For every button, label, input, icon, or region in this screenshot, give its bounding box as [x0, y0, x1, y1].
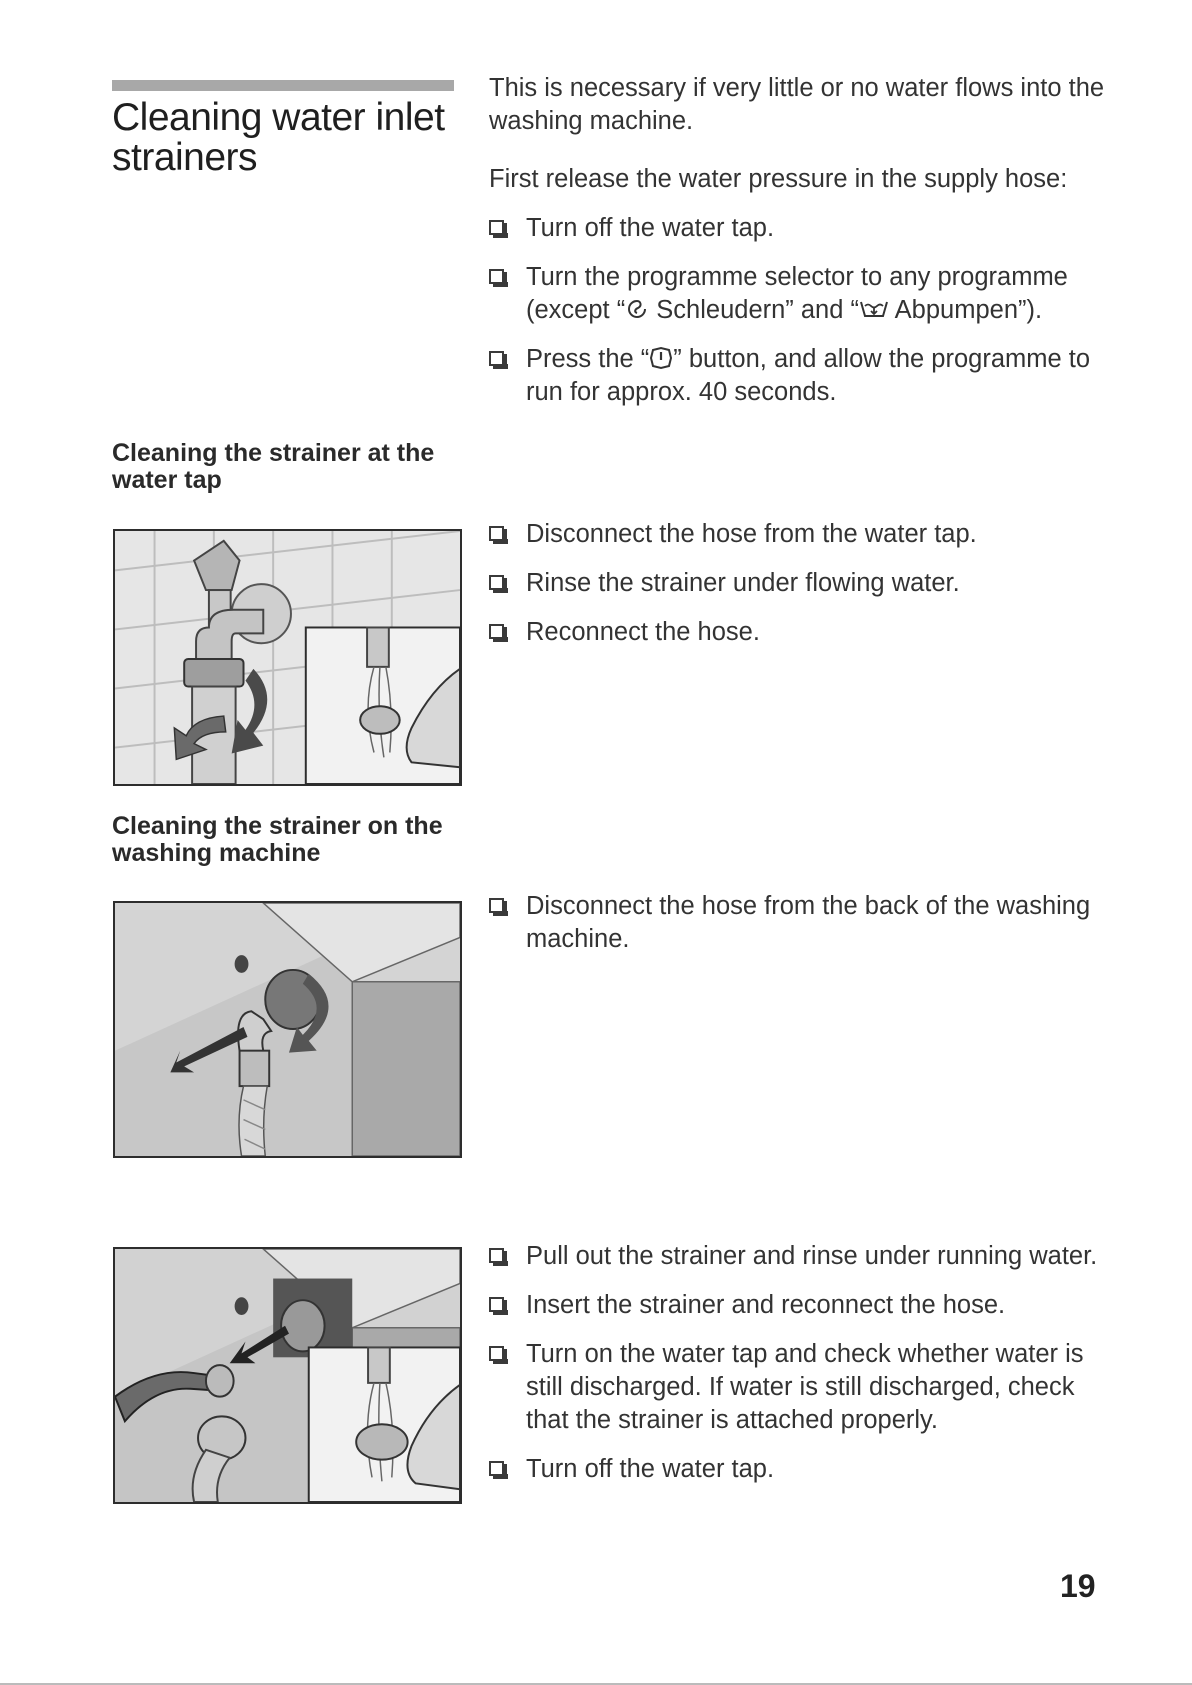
release-pressure-note: First release the water pressure in the supply hose:: [489, 165, 1068, 193]
list-item: Rinse the strainer under flowing water.: [489, 567, 1114, 600]
tap-strainer-illustration: [113, 529, 462, 786]
list-item: Press the “ ” button, and allow the programme to run for approx. 40 seconds.: [489, 343, 1114, 409]
tap-steps-list: [489, 518, 1114, 665]
tap-strainer-heading: Cleaning the strainer at the water tap: [112, 439, 435, 494]
list-item: Turn off the water tap.: [489, 212, 1114, 245]
release-steps-list: [489, 212, 1114, 425]
drain-icon: [859, 297, 889, 321]
list-item: Disconnect the hose from the back of the washing machine.: [489, 890, 1114, 956]
spin-icon: [625, 297, 649, 321]
intro-paragraph: This is necessary if very little or no water flows into the washing machine.: [489, 74, 1105, 135]
machine-strainer-steps-list: [489, 1240, 1114, 1502]
checkbox-icon: [489, 898, 504, 913]
checkbox-icon: [489, 575, 504, 590]
checkbox-icon: [489, 1297, 504, 1312]
machine-strainer-heading: Cleaning the strainer on the washing machine: [112, 812, 443, 867]
checkbox-icon: [489, 1346, 504, 1361]
machine-strainer-removal-illustration: [113, 1247, 462, 1504]
page-title: Cleaning water inlet strainers: [112, 96, 445, 179]
checkbox-icon: [489, 220, 504, 235]
list-item: Turn off the water tap.: [489, 1453, 1114, 1486]
page-number: 19: [1060, 1568, 1096, 1604]
section-title-rule: [112, 80, 454, 91]
machine-disconnect-steps-list: [489, 890, 1114, 972]
checkbox-icon: [489, 1461, 504, 1476]
machine-hose-disconnect-illustration: [113, 901, 462, 1158]
list-item: Pull out the strainer and rinse under running water.: [489, 1240, 1114, 1273]
checkbox-icon: [489, 624, 504, 639]
list-item: Turn the programme selector to any programme (except “ Schleudern” and “ Abpumpen”).: [489, 261, 1114, 327]
checkbox-icon: [489, 526, 504, 541]
list-item: Insert the strainer and reconnect the hose.: [489, 1289, 1114, 1322]
list-item: Disconnect the hose from the water tap.: [489, 518, 1114, 551]
checkbox-icon: [489, 1248, 504, 1263]
start-button-icon: [649, 346, 673, 370]
checkbox-icon: [489, 351, 504, 366]
checkbox-icon: [489, 269, 504, 284]
list-item: Turn on the water tap and check whether water is still discharged. If water is still discharged, check that the strainer is attached properly.: [489, 1338, 1114, 1437]
list-item: Reconnect the hose.: [489, 616, 1114, 649]
